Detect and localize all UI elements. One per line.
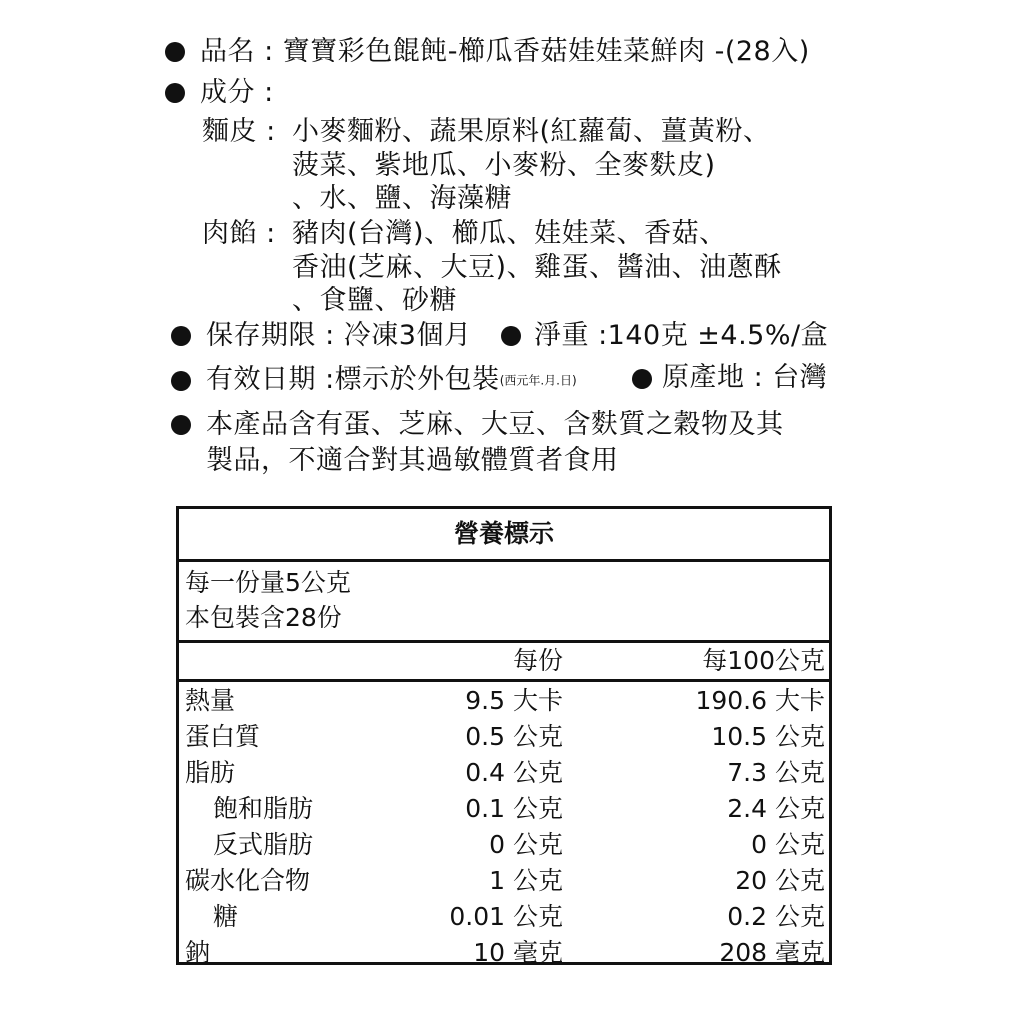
filling-label: 肉餡 :	[202, 218, 276, 249]
filling-line: 香油(芝麻、大豆)、雞蛋、醬油、油蔥酥	[292, 252, 782, 283]
nutrition-table	[176, 506, 832, 965]
filling-line: 豬肉(台灣)、櫛瓜、娃娃菜、香菇、	[292, 218, 727, 249]
wrapper-line: 菠菜、紫地瓜、小麥粉、全麥麩皮)	[292, 150, 716, 181]
table-row	[179, 683, 829, 719]
serving-info	[179, 562, 829, 643]
shelf-life: 保存期限 : 冷凍3個月	[206, 320, 472, 351]
column-headers	[179, 643, 829, 682]
per-serving-value: 0 公克	[489, 830, 563, 859]
table-row	[179, 755, 829, 791]
bullet-icon	[165, 83, 185, 103]
per-100g-value: 7.3 公克	[727, 758, 825, 787]
per-serving-value: 0.01 公克	[449, 902, 563, 931]
bullet-icon	[171, 326, 191, 346]
ingredients-label: 成分 :	[200, 77, 274, 108]
per-serving-value: 9.5 大卡	[465, 686, 563, 715]
per-100g-value: 190.6 大卡	[695, 686, 825, 715]
wrapper-line: 、水、鹽、海藻糖	[292, 183, 512, 214]
per-serving-value: 1 公克	[489, 866, 563, 895]
filling-line: 、食鹽、砂糖	[292, 285, 457, 316]
nutrition-title: 營養標示	[179, 509, 829, 562]
per-100g-value: 20 公克	[735, 866, 825, 895]
wrapper-label: 麵皮 :	[202, 116, 276, 147]
per-100g-value: 0.2 公克	[727, 902, 825, 931]
nutrient-name: 糖	[213, 902, 239, 931]
header-per-serving: 每份	[512, 646, 563, 675]
nutrient-name: 飽和脂肪	[213, 794, 314, 823]
table-row	[179, 863, 829, 899]
per-100g-value: 10.5 公克	[711, 722, 825, 751]
table-row	[179, 719, 829, 755]
nutrient-name: 碳水化合物	[185, 866, 311, 895]
nutrient-name: 脂肪	[185, 758, 236, 787]
expiry-note: (西元年.月.日)	[499, 373, 577, 388]
product-info	[0, 0, 1024, 490]
nutrient-name: 蛋白質	[185, 722, 261, 751]
bullet-icon	[171, 371, 191, 391]
net-weight: 淨重 :140克 ±4.5%/盒	[534, 320, 829, 351]
serving-size: 每一份量5公克	[185, 568, 351, 597]
allergen-line: 本產品含有蛋、芝麻、大豆、含麩質之穀物及其	[206, 409, 784, 440]
nutrition-rows	[179, 683, 829, 971]
table-row	[179, 935, 829, 971]
per-serving-value: 0.4 公克	[465, 758, 563, 787]
product-name: 品名 : 寶寶彩色餛飩-櫛瓜香菇娃娃菜鮮肉 -(28入)	[200, 36, 810, 67]
per-100g-value: 2.4 公克	[727, 794, 825, 823]
table-row	[179, 827, 829, 863]
per-100g-value: 208 毫克	[719, 938, 825, 967]
wrapper-line: 小麥麵粉、蔬果原料(紅蘿蔔、薑黃粉、	[292, 116, 771, 147]
per-serving-value: 0.1 公克	[465, 794, 563, 823]
origin: 原產地 : 台灣	[662, 362, 828, 393]
header-per-100g: 每100公克	[702, 646, 825, 675]
nutrient-name: 鈉	[185, 938, 211, 967]
bullet-icon	[171, 415, 191, 435]
servings-per-package: 本包裝含28份	[185, 603, 342, 632]
allergen-line: 製品，不適合對其過敏體質者食用	[206, 445, 619, 476]
expiry-text: 有效日期 :標示於外包裝	[206, 364, 500, 395]
bullet-icon	[632, 369, 652, 389]
per-100g-value: 0 公克	[751, 830, 825, 859]
per-serving-value: 0.5 公克	[465, 722, 563, 751]
per-serving-value: 10 毫克	[473, 938, 563, 967]
nutrient-name: 反式脂肪	[213, 830, 314, 859]
expiry-date	[206, 362, 577, 399]
table-row	[179, 899, 829, 935]
bullet-icon	[501, 326, 521, 346]
table-row	[179, 791, 829, 827]
nutrient-name: 熱量	[185, 686, 236, 715]
bullet-icon	[165, 42, 185, 62]
